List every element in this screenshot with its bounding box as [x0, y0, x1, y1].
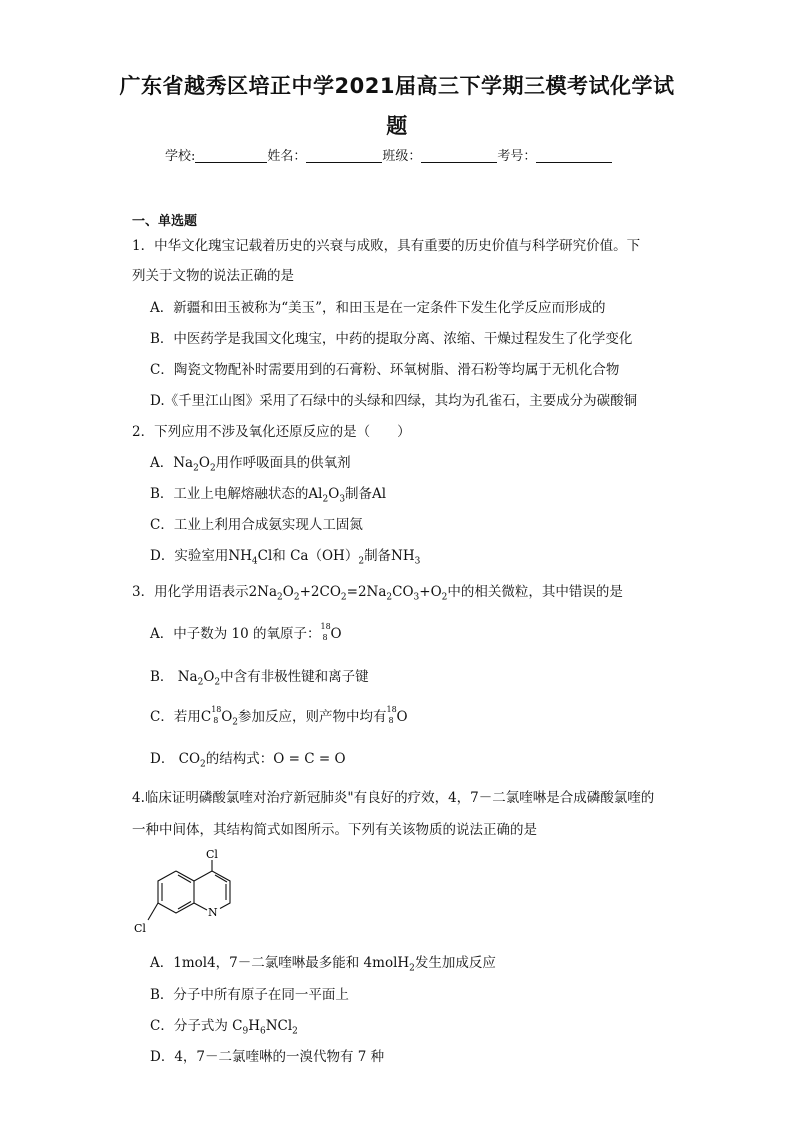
q3-option-d: D． $CO_2$的结构式：O = C = O [150, 751, 346, 770]
school-label: 学校: [165, 149, 196, 164]
q4-option-a: A．1mol4，7－二氯喹啉最多能和 4molH$_2$发生加成反应 [150, 955, 496, 974]
mol-cl-top: Cl [206, 848, 218, 861]
q2-option-c: C．工业上利用合成氨实现人工固氮 [150, 517, 363, 533]
exam-title-line1: 广东省越秀区培正中学2021届高三下学期三模考试化学试 [119, 74, 675, 98]
q1-stem-line2: 列关于文物的说法正确的是 [132, 268, 294, 284]
id-blank [536, 148, 612, 163]
q1-stem-line1: 1．中华文化瑰宝记载着历史的兴衰与成败，具有重要的历史价值与科学研究价值。下 [132, 238, 641, 254]
exam-title-line2: 题 [386, 114, 408, 138]
section-title: 一、单选题 [132, 214, 198, 229]
dichloroquinoline-structure [128, 848, 268, 938]
id-label: 考号： [497, 149, 537, 164]
student-info-row [165, 145, 612, 164]
class-label: 班级： [382, 149, 422, 164]
mol-n-atom: N [208, 906, 218, 919]
name-label: 姓名： [267, 149, 307, 164]
q1-option-b: B．中医药学是我国文化瑰宝，中药的提取分离、浓缩、干燥过程发生了化学变化 [150, 331, 633, 347]
school-blank [195, 148, 267, 163]
q2-option-d: D．实验室用$NH_4Cl$和 $Ca(OH)_2$制备$NH_3$ [150, 548, 421, 567]
q4-option-c: C．分子式为 $C_9H_6NCl_2$ [150, 1018, 298, 1037]
q2-option-a: A．$Na_2O_2$用作呼吸面具的供氧剂 [150, 455, 351, 474]
q3-option-a: A．中子数为 10 的氧原子： 18 8 O [150, 622, 342, 642]
q1-option-d: D.《千里江山图》采用了石绿中的头绿和四绿，其均为孔雀石，主要成分为碳酸铜 [150, 393, 638, 409]
q4-option-d: D．4，7－二氯喹啉的一溴代物有 7 种 [150, 1049, 385, 1065]
q3-stem: 3．用化学用语表示$2Na_2O_2+2CO_2=2Na_2CO_3+O_2$中的相关微粒，其中错误的是 [132, 584, 623, 603]
q3-option-c: C．若用C 18 8 $O_2$参加反应，则产物中均有 18 8 O [150, 705, 408, 728]
name-blank [306, 148, 382, 163]
mol-cl-left: Cl [134, 922, 146, 935]
q4-stem-line2: 一种中间体，其结构简式如图所示。下列有关该物质的说法正确的是 [132, 822, 537, 838]
q2-stem: 2．下列应用不涉及氧化还原反应的是（ ） [132, 424, 411, 440]
q4-option-b: B．分子中所有原子在同一平面上 [150, 987, 349, 1003]
q2-option-b: B．工业上电解熔融状态的$Al_2O_3$制备Al [150, 486, 387, 505]
class-blank [421, 148, 497, 163]
q4-stem-line1: 4.临床证明磷酸氯喹对治疗新冠肺炎"有良好的疗效，4，7－二氯喹啉是合成磷酸氯喹的 [132, 790, 655, 806]
q3-option-b: B． $Na_2O_2$中含有非极性键和离子键 [150, 669, 369, 688]
q1-option-a: A．新疆和田玉被称为“美玉”，和田玉是在一定条件下发生化学反应而形成的 [150, 300, 606, 316]
q1-option-c: C．陶瓷文物配补时需要用到的石膏粉、环氧树脂、滑石粉等均属于无机化合物 [150, 362, 620, 378]
